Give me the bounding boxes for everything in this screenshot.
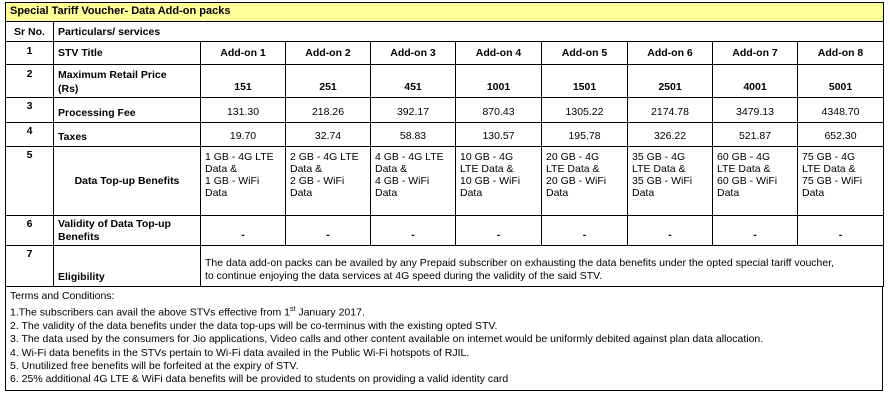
terms-item: 2. The validity of the data benefits under the data top-ups will be co-terminus with the existing opted STV. bbox=[10, 320, 498, 333]
stv-title-cell: Add-on 7 bbox=[713, 42, 798, 65]
row-label: Data Top-up Benefits bbox=[54, 147, 201, 216]
benefit-cell: 4 GB - 4G LTE Data & 4 GB - WiFi Data bbox=[371, 147, 456, 216]
row-number: 4 bbox=[6, 123, 54, 147]
processing-fee-cell: 870.43 bbox=[456, 98, 542, 123]
mrp-cell: 1001 bbox=[456, 65, 542, 98]
mrp-cell: 251 bbox=[286, 65, 371, 98]
mrp-cell: 451 bbox=[371, 65, 456, 98]
validity-cell: - bbox=[713, 216, 798, 246]
particulars-header: Particulars/ services bbox=[54, 22, 884, 42]
benefit-cell: 60 GB - 4G LTE Data & 60 GB - WiFi Data bbox=[713, 147, 798, 216]
row-label-line: Maximum Retail Price bbox=[58, 69, 167, 81]
stv-title-cell: Add-on 3 bbox=[371, 42, 456, 65]
mrp-cell: 2501 bbox=[628, 65, 713, 98]
row-label-line: Validity of Data Top-up bbox=[58, 218, 171, 230]
table-title: Special Tariff Voucher- Data Add-on packs bbox=[6, 3, 884, 22]
row-label: STV Title bbox=[54, 42, 201, 65]
stv-title-cell: Add-on 1 bbox=[201, 42, 286, 65]
processing-fee-cell: 3479.13 bbox=[713, 98, 798, 123]
row-number: 2 bbox=[6, 65, 54, 98]
table-row bbox=[6, 65, 884, 98]
row-label-line: Benefits bbox=[58, 231, 100, 243]
terms-item: 1.The subscribers can avail the above STVs effective from 1st January 2017. bbox=[10, 306, 365, 319]
terms-and-conditions bbox=[5, 287, 883, 391]
mrp-cell: 4001 bbox=[713, 65, 798, 98]
validity-cell: - bbox=[286, 216, 371, 246]
title-row bbox=[6, 3, 884, 22]
header-row bbox=[6, 22, 884, 42]
taxes-cell: 326.22 bbox=[628, 123, 713, 147]
row-label: Eligibility bbox=[54, 246, 201, 287]
benefit-cell: 2 GB - 4G LTE Data & 2 GB - WiFi Data bbox=[286, 147, 371, 216]
processing-fee-cell: 218.26 bbox=[286, 98, 371, 123]
benefit-cell: 1 GB - 4G LTE Data & 1 GB - WiFi Data bbox=[201, 147, 286, 216]
taxes-cell: 130.57 bbox=[456, 123, 542, 147]
taxes-cell: 195.78 bbox=[542, 123, 628, 147]
mrp-cell: 1501 bbox=[542, 65, 628, 98]
processing-fee-cell: 1305.22 bbox=[542, 98, 628, 123]
row-label-line: (Rs) bbox=[58, 83, 79, 95]
table-row bbox=[6, 246, 884, 287]
validity-cell: - bbox=[798, 216, 884, 246]
taxes-cell: 652.30 bbox=[798, 123, 884, 147]
srno-header: Sr No. bbox=[6, 22, 54, 42]
row-label: Taxes bbox=[54, 123, 201, 147]
table-row bbox=[6, 42, 884, 65]
benefit-cell: 20 GB - 4G LTE Data & 20 GB - WiFi Data bbox=[542, 147, 628, 216]
row-number: 1 bbox=[6, 42, 54, 65]
tariff-document bbox=[5, 2, 883, 391]
benefit-cell: 75 GB - 4G LTE Data & 75 GB - WiFi Data bbox=[798, 147, 884, 216]
processing-fee-cell: 4348.70 bbox=[798, 98, 884, 123]
terms-heading: Terms and Conditions: bbox=[10, 290, 115, 302]
eligibility-text bbox=[201, 246, 884, 287]
stv-title-cell: Add-on 5 bbox=[542, 42, 628, 65]
benefit-cell: 35 GB - 4G LTE Data & 35 GB - WiFi Data bbox=[628, 147, 713, 216]
terms-item: 6. 25% additional 4G LTE & WiFi data benefits will be provided to students on providing a valid identity card bbox=[10, 373, 509, 386]
validity-cell: - bbox=[542, 216, 628, 246]
mrp-cell: 5001 bbox=[798, 65, 884, 98]
table-row bbox=[6, 123, 884, 147]
row-number: 5 bbox=[6, 147, 54, 216]
validity-cell: - bbox=[201, 216, 286, 246]
processing-fee-cell: 392.17 bbox=[371, 98, 456, 123]
mrp-cell: 151 bbox=[201, 65, 286, 98]
table-row bbox=[6, 147, 884, 216]
benefit-cell: 10 GB - 4G LTE Data & 10 GB - WiFi Data bbox=[456, 147, 542, 216]
terms-item: 5. Unutilized free benefits will be forfeited at the expiry of STV. bbox=[10, 359, 299, 372]
terms-item: 4. Wi-Fi data benefits in the STVs pertain to Wi-Fi data availed in the Public Wi-Fi hotspots of RJIL. bbox=[10, 346, 470, 359]
processing-fee-cell: 2174.78 bbox=[628, 98, 713, 123]
row-number: 7 bbox=[6, 246, 54, 287]
taxes-cell: 32.74 bbox=[286, 123, 371, 147]
row-label: Processing Fee bbox=[54, 98, 201, 123]
row-number: 3 bbox=[6, 98, 54, 123]
row-label bbox=[54, 65, 201, 98]
table-row bbox=[6, 216, 884, 246]
eligibility-line: to continue enjoying the data services at 4G speed during the validity of the said STV. bbox=[205, 270, 603, 282]
validity-cell: - bbox=[456, 216, 542, 246]
taxes-cell: 521.87 bbox=[713, 123, 798, 147]
taxes-cell: 19.70 bbox=[201, 123, 286, 147]
terms-item: 3. The data used by the consumers for Jio applications, Video calls and other content available on internet would be uniformly debited against plan data allocation. bbox=[10, 333, 764, 346]
table-row bbox=[6, 98, 884, 123]
tariff-table bbox=[5, 2, 884, 287]
row-label bbox=[54, 216, 201, 246]
stv-title-cell: Add-on 4 bbox=[456, 42, 542, 65]
eligibility-line: The data add-on packs can be availed by any Prepaid subscriber on exhausting the data benefits under the opted special tariff voucher, bbox=[205, 257, 835, 269]
stv-title-cell: Add-on 8 bbox=[798, 42, 884, 65]
validity-cell: - bbox=[628, 216, 713, 246]
stv-title-cell: Add-on 2 bbox=[286, 42, 371, 65]
validity-cell: - bbox=[371, 216, 456, 246]
processing-fee-cell: 131.30 bbox=[201, 98, 286, 123]
taxes-cell: 58.83 bbox=[371, 123, 456, 147]
row-number: 6 bbox=[6, 216, 54, 246]
stv-title-cell: Add-on 6 bbox=[628, 42, 713, 65]
